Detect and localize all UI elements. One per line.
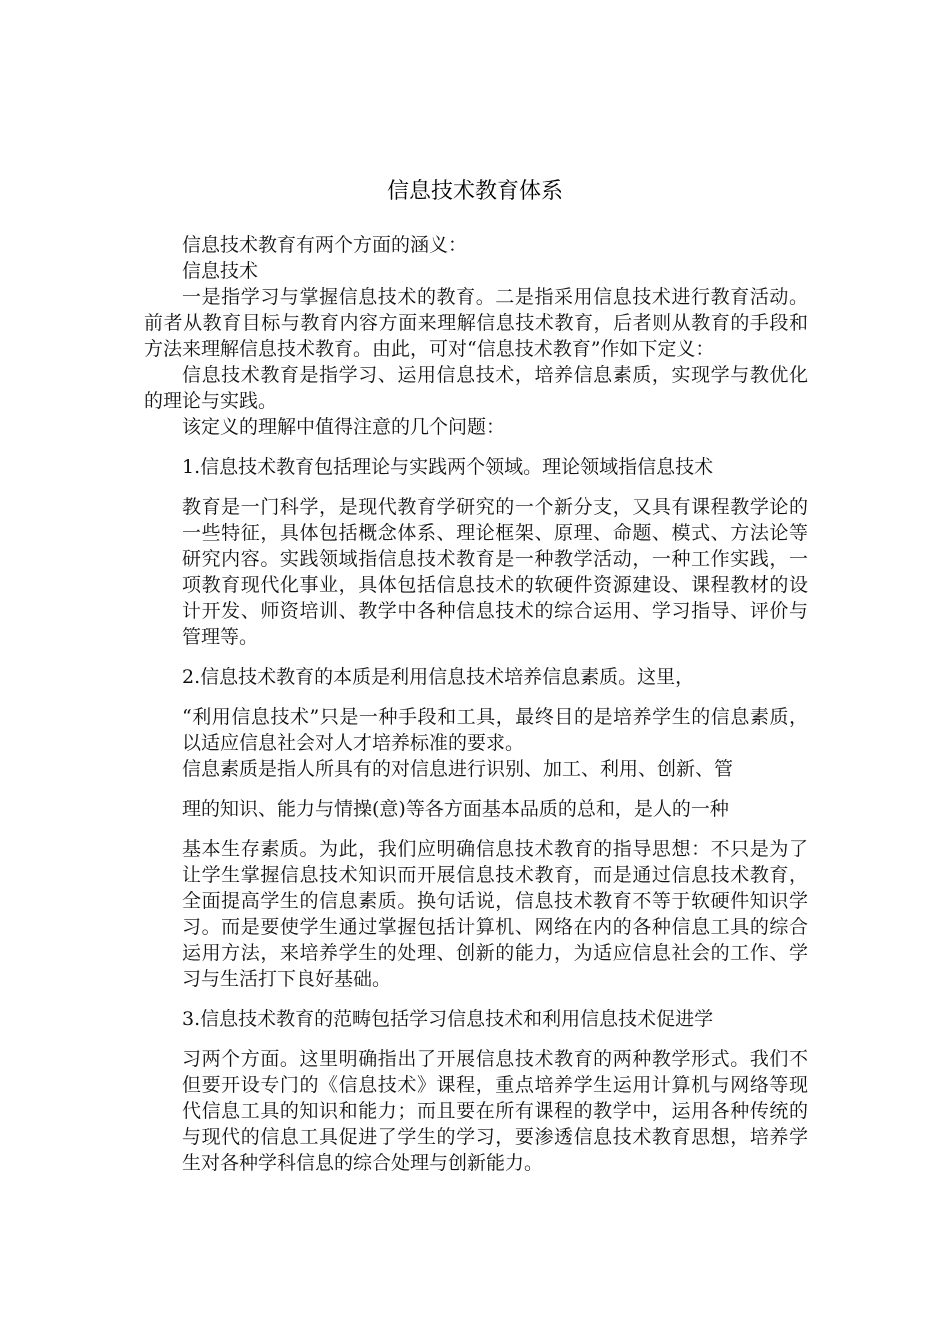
paragraph-13: 3.信息技术教育的范畴包括学习信息技术和利用信息技术促进学 <box>182 1008 714 1030</box>
document-body <box>144 232 808 1176</box>
paragraph-12: 基本生存素质。为此，我们应明确信息技术教育的指导思想：不只是为了让学生掌握信息技术知识而开展信息技术教育，而是通过信息技术教育，全面提高学生的信息素质。换句话说，信息技术教育不等于软硬件知识学习。而是要使学生通过掌握包括计算机、网络在内的各种信息工具的综合运用方法，来培养学生的处理、创新的能力，为适应信息社会的工作、学习与生活打下良好基础。 <box>182 838 808 990</box>
document-title: 信息技术教育体系 <box>386 179 563 204</box>
paragraph-3: 一是指学习与掌握信息技术的教育。二是指采用信息技术进行教育活动。前者从教育目标与教育内容方面来理解信息技术教育，后者则从教育的手段和方法来理解信息技术教育。由此，可对“信息技术教育”作如下定义： <box>144 286 808 360</box>
paragraph-5: 该定义的理解中值得注意的几个问题： <box>182 416 506 438</box>
paragraph-2: 信息技术 <box>182 260 259 282</box>
paragraph-7: 教育是一门科学，是现代教育学研究的一个新分支，又具有课程教学论的一些特征，具体包括概念体系、理论框架、原理、命题、模式、方法论等研究内容。实践领域指信息技术教育是一种教学活动，一种工作实践，一项教育现代化事业，具体包括信息技术的软硬件资源建设、课程教材的设计开发、师资培训、教学中各种信息技术的综合运用、学习指导、评价与管理等。 <box>182 496 808 648</box>
paragraph-10: 信息素质是指人所具有的对信息进行识别、加工、利用、创新、管 <box>182 758 734 780</box>
paragraph-6: 1.信息技术教育包括理论与实践两个领域。理论领域指信息技术 <box>182 456 714 478</box>
paragraph-4: 信息技术教育是指学习、运用信息技术，培养信息素质，实现学与教优化的理论与实践。 <box>144 364 808 412</box>
paragraph-8: 2.信息技术教育的本质是利用信息技术培养信息素质。这里， <box>182 666 695 688</box>
paragraph-9: “利用信息技术”只是一种手段和工具，最终目的是培养学生的信息素质，以适应信息社会对人才培养标准的要求。 <box>182 706 808 754</box>
paragraph-14: 习两个方面。这里明确指出了开展信息技术教育的两种教学形式。我们不但要开设专门的《信息技术》课程，重点培养学生运用计算机与网络等现代信息工具的知识和能力；而且要在所有课程的教学中，运用各种传统的与现代的信息工具促进了学生的学习，要渗透信息技术教育思想，培养学生对各种学科信息的综合处理与创新能力。 <box>182 1048 808 1174</box>
paragraph-1: 信息技术教育有两个方面的涵义： <box>182 234 468 256</box>
paragraph-11: 理的知识、能力与情操(意)等各方面基本品质的总和，是人的一种 <box>182 798 729 820</box>
